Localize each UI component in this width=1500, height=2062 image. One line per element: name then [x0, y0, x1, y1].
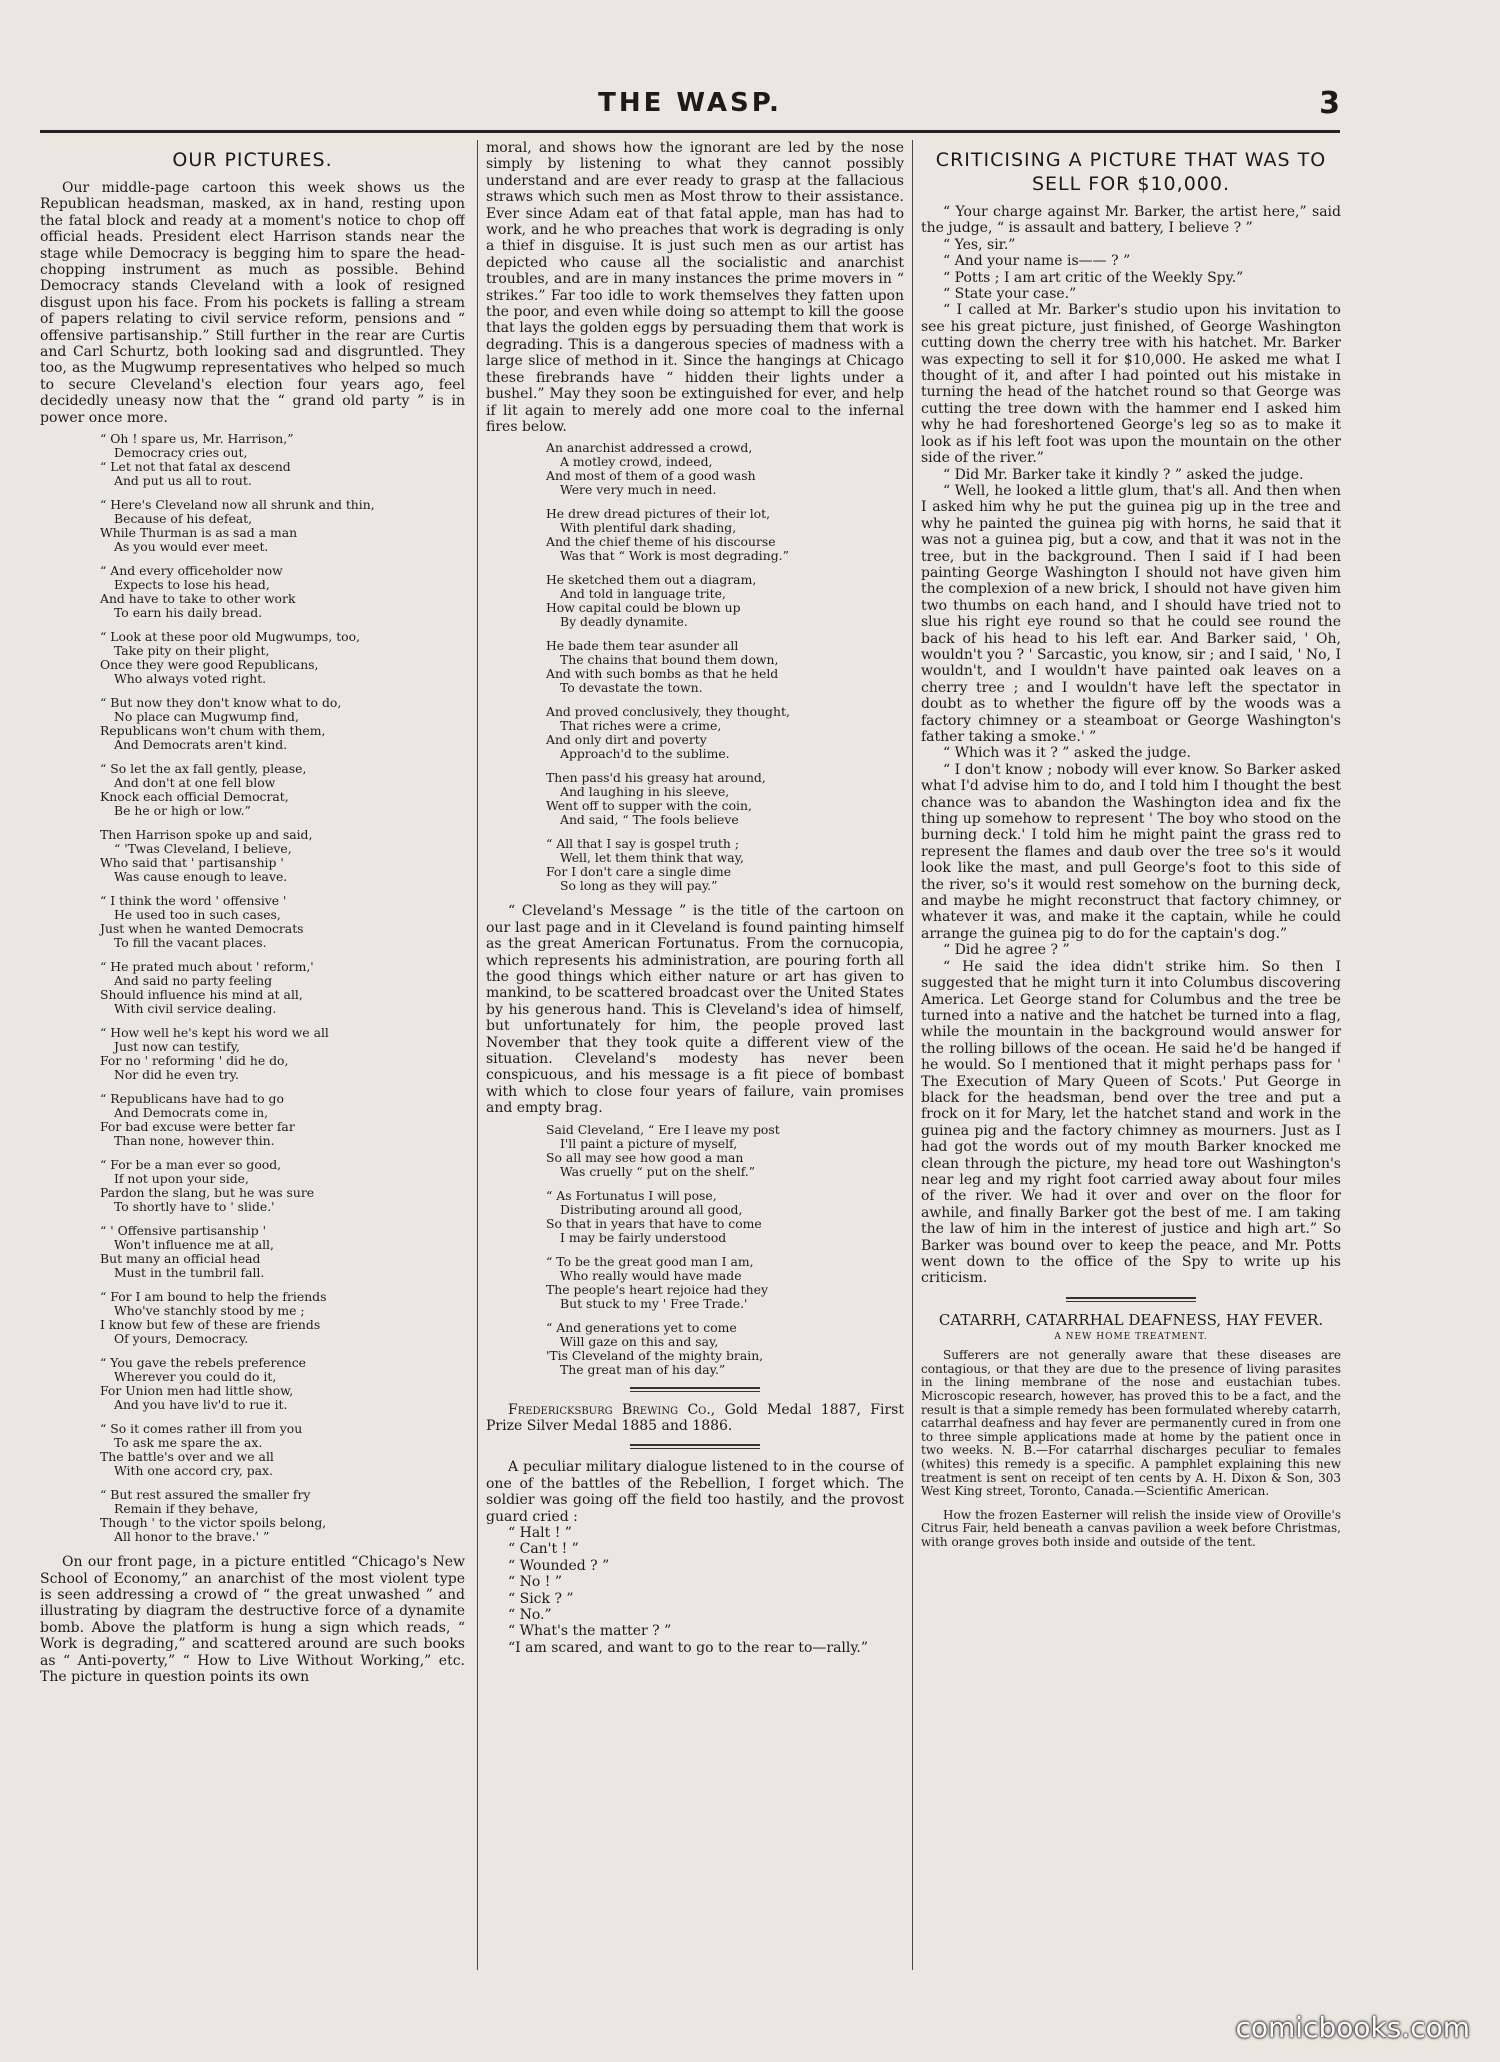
- watermark: comicbooks.com: [1235, 2011, 1470, 2044]
- article-paragraph: “ Did he agree ? ”: [943, 942, 1070, 959]
- poem-line: I'll paint a picture of myself,: [560, 1135, 738, 1151]
- poem-stanza: [546, 507, 904, 563]
- article-paragraph: “ Did Mr. Barker take it kindly ? ” asked the judge.: [943, 466, 1304, 483]
- poem-line: With one accord cry, pax.: [114, 1463, 273, 1479]
- poem-line: If not upon your side,: [114, 1171, 249, 1187]
- poem-line: Won't influence me at all,: [114, 1237, 274, 1253]
- poem-stanza: [546, 639, 904, 695]
- brewing-name: Fredericksburg Brewing Co.,: [508, 1401, 716, 1418]
- poem-stanza: [100, 762, 465, 818]
- masthead-title: THE WASP.: [598, 88, 782, 118]
- poem-line: “ And generations yet to come: [546, 1319, 737, 1335]
- poem-line: And most of them of a good wash: [546, 468, 756, 484]
- poem-line: “ For be a man ever so good,: [100, 1157, 282, 1173]
- article-paragraph: “ Yes, sir.”: [943, 236, 1016, 253]
- poem-line: 'Tis Cleveland of the mighty brain,: [546, 1347, 764, 1363]
- dialogue-lines: [486, 1525, 904, 1656]
- divider: [1066, 1297, 1196, 1302]
- poem-line: And laughing in his sleeve,: [560, 784, 730, 800]
- poem-line: “ To be the great good man I am,: [546, 1253, 754, 1269]
- poem-line: Should influence his mind at all,: [100, 987, 303, 1003]
- poem-line: With civil service dealing.: [114, 1001, 277, 1017]
- poem-line: “ I think the word ' offensive ': [100, 893, 287, 909]
- poem-line: Who've stanchly stood by me ;: [114, 1303, 305, 1319]
- poem-line: “ Oh ! spare us, Mr. Harrison,”: [100, 431, 294, 447]
- poem-line: He drew dread pictures of their lot,: [546, 506, 771, 522]
- masthead: [40, 88, 1340, 128]
- poem-line: But stuck to my ' Free Trade.': [560, 1295, 748, 1311]
- criticising-article: [921, 204, 1341, 1287]
- poem-line: Were very much in need.: [560, 482, 717, 498]
- poem-line: Of yours, Democracy.: [114, 1331, 249, 1347]
- poem-stanza: [100, 630, 465, 686]
- poem-line: “ Here's Cleveland now all shrunk and thin,: [100, 497, 375, 513]
- poem-line: “ But now they don't know what to do,: [100, 695, 342, 711]
- poem-line: “ How well he's kept his word we all: [100, 1025, 329, 1041]
- brewing-notice: [486, 1402, 904, 1435]
- divider: [630, 1387, 760, 1392]
- dialogue-line: “ Can't ! ”: [508, 1541, 579, 1558]
- poem-line: An anarchist addressed a crowd,: [546, 440, 753, 456]
- poem-line: And said no party feeling: [114, 973, 273, 989]
- poem-line: Pardon the slang, but he was sure: [100, 1185, 315, 1201]
- poem-line: For bad excuse were better far: [100, 1119, 295, 1135]
- poem-line: So that in years that have to come: [546, 1215, 762, 1231]
- poem-stanza: [100, 1026, 465, 1082]
- dialogue-line: “ Halt ! ”: [508, 1525, 572, 1542]
- poem-line: To devastate the town.: [560, 680, 703, 696]
- poem-line: And the chief theme of his discourse: [546, 534, 776, 550]
- poem-stanza: [546, 1123, 904, 1179]
- poem-line: “ ' Offensive partisanship ': [100, 1223, 266, 1239]
- poem-line: And Democrats aren't kind.: [114, 737, 288, 753]
- poem-line: To shortly have to ' slide.': [114, 1199, 275, 1215]
- poem-line: Because of his defeat,: [114, 511, 253, 527]
- poem-line: Who said that ' partisanship ': [100, 855, 284, 871]
- poem-line: Was cruelly “ put on the shelf.”: [560, 1163, 756, 1179]
- article-paragraph: “ Which was it ? ” asked the judge.: [943, 745, 1191, 762]
- poem-line: Wherever you could do it,: [114, 1369, 277, 1385]
- oroville-notice: How the frozen Easterner will relish the inside view of Oroville's Citrus Fair, held beneath a canvas pavilion a week before Christmas, with orange groves both inside and outside of the tent.: [921, 1507, 1341, 1549]
- poem-line: Democracy cries out,: [114, 445, 248, 461]
- poem-line: Said Cleveland, “ Ere I leave my post: [546, 1121, 780, 1137]
- poem-line: Who always voted right.: [114, 671, 267, 687]
- poem-stanza: [100, 564, 465, 620]
- poem-line: “ All that I say is gospel truth ;: [546, 836, 739, 852]
- poem-line: Well, let them think that way,: [560, 850, 744, 866]
- poem-line: Then Harrison spoke up and said,: [100, 827, 313, 843]
- poem-line: And don't at one fell blow: [114, 775, 276, 791]
- cleveland-poem: [546, 1123, 904, 1377]
- poem-line: And said, “ The fools believe: [560, 812, 739, 828]
- poem-line: Distributing around all good,: [560, 1201, 743, 1217]
- poem-stanza: [546, 837, 904, 893]
- poem-line: To earn his daily bread.: [114, 605, 263, 621]
- poem-line: And Democrats come in,: [114, 1105, 269, 1121]
- poem-line: While Thurman is as sad a man: [100, 525, 298, 541]
- column-our-pictures: [40, 140, 465, 1970]
- poem-stanza: [546, 573, 904, 629]
- poem-line: And proved conclusively, they thought,: [546, 704, 790, 720]
- poem-line: He used too in such cases,: [114, 907, 281, 923]
- poem-line: Went off to supper with the coin,: [546, 798, 752, 814]
- poem-line: So long as they will pay.”: [560, 878, 718, 894]
- poem-line: Than none, however thin.: [114, 1133, 275, 1149]
- article-paragraph: “ State your case.”: [943, 286, 1077, 303]
- article-paragraph: “ I don't know ; nobody will ever know. So Barker asked what I'd advise him to do, and I told him I thought the best chance was to abandon the Washington idea and fix the thing up somehow to represent ' The boy who stood on the burning deck.' I told him he might paint the grass red to represent the flames and daub over the tree so's it would look like the mast, and pull George's foot to this side of the river, so's it would rest somehow on the burning deck, and maybe he might reconstruct that factory chimney, or whatever it was, and make it the captain, while he could arrange the guinea pig to do for the captain's dog.”: [921, 761, 1341, 942]
- dialogue-line: “ What's the matter ? ”: [508, 1623, 672, 1640]
- dialogue-line: “ No.”: [508, 1607, 552, 1624]
- poem-line: Knock each official Democrat,: [100, 789, 289, 805]
- poem-line: So all may see how good a man: [546, 1149, 744, 1165]
- poem-stanza: [100, 1356, 465, 1412]
- poem-line: “ So it comes rather ill from you: [100, 1421, 303, 1437]
- intro-paragraph: Our middle-page cartoon this week shows us the Republican headsman, masked, ax in hand, resting upon the fatal block and ready at a moment's notice to chop off official heads. President elect Harrison stands near the stage while Democracy is begging him to spare the head-chopping instrument as much as possible. Behind Democracy stands Cleveland with a look of resigned disgust upon his face. From his pockets is falling a stream of papers relating to civil service reform, pensions and “ offensive partisanship.” Still further in the rear are Curtis and Carl Schurtz, both looking sad and disgruntled. They too, as the Mugwump representatives who helped so much to secure Cleveland's election four years ago, feel decidedly uneasy now that the “ grand old party ” is in power once more.: [40, 180, 465, 426]
- poem-line: Once they were good Republicans,: [100, 657, 319, 673]
- divider: [630, 1444, 760, 1449]
- poem-line: And put us all to rout.: [114, 473, 252, 489]
- poem-line: Though ' to the victor spoils belong,: [100, 1515, 327, 1531]
- poem-stanza: [546, 1189, 904, 1245]
- poem-line: He sketched them out a diagram,: [546, 572, 757, 588]
- poem-line: Expects to lose his head,: [114, 577, 270, 593]
- poem-line: “ As Fortunatus I will pose,: [546, 1187, 717, 1203]
- column-middle: [477, 140, 904, 1970]
- poem-line: “ Republicans have had to go: [100, 1091, 284, 1107]
- poem-line: The people's heart rejoice had they: [546, 1281, 768, 1297]
- poem-line: To ask me spare the ax.: [114, 1435, 263, 1451]
- poem-stanza: [100, 894, 465, 950]
- poem-line: Will gaze on this and say,: [560, 1333, 719, 1349]
- catarrh-heading: CATARRH, CATARRHAL DEAFNESS, HAY FEVER.: [938, 1310, 1324, 1329]
- article-paragraph: “ I called at Mr. Barker's studio upon his invitation to see his great picture, just finished, of George Washington cutting down the cherry tree with his hatchet. Mr. Barker was expecting to sell it for $10,000. He asked me what I thought of it, and after I had pointed out his mistake in turning the head of the hatchet round so that George was cutting the tree down with the hammer end I asked him why he had foreshortened George's leg so as to make it look as if his left foot was upon the mountain on the other side of the river.”: [921, 302, 1341, 467]
- poem-stanza: [546, 771, 904, 827]
- poem-line: Was cause enough to leave.: [114, 869, 288, 885]
- poem-line: The battle's over and we all: [100, 1449, 274, 1465]
- poem-line: “ And every officeholder now: [100, 563, 283, 579]
- poem-stanza: [546, 1321, 904, 1377]
- poem-line: With plentiful dark shading,: [560, 520, 737, 536]
- article-paragraph: “ He said the idea didn't strike him. So then I suggested that he might turn it into Columbus discovering America. Let George stand for Columbus and the tree be turned into a native and the hatchet be turned into a flag, while the mountain in the background would answer for the rolling billows of the ocean. He said he'd be hanged if he would. So I mentioned that it might perhaps pass for ' The Execution of Mary Queen of Scots.' Put George in black for the headsman, bend over the tree and put a frock on it for Mary, let the hatchet stand and work in the guinea pig and the factory chimney as mourners. Just as I had got the words out of my mouth Barker knocked me clean through the picture, my head tore out Washington's near leg and my right foot carried away about four miles of the river. We had it over and over on the floor for awhile, and finally Barker got the best of me. I am taking the law of him in the interest of justice and high art.” So Barker was bound over to keep the peace, and Mr. Potts went down to the office of the Spy to write up his criticism.: [921, 958, 1341, 1287]
- poem-line: That riches were a crime,: [560, 718, 722, 734]
- catarrh-subheading: A NEW HOME TREATMENT.: [1054, 1331, 1208, 1342]
- poem-line: Who really would have made: [560, 1267, 742, 1283]
- poem-line: But many an official head: [100, 1251, 261, 1267]
- dialogue-line: “I am scared, and want to go to the rear to—rally.”: [508, 1639, 869, 1656]
- continued-paragraph: moral, and shows how the ignorant are led by the nose simply by listening to what they cannot possibly understand and are ever ready to grasp at the fallacious straws which such men as Most throw to their assistance. Ever since Adam eat of that fatal apple, man has had to work, and he who preaches that work is degrading is only a thief in disguise. It is just such men as our artist has depicted who cause all the socialistic and anarchist troubles, and are in many instances the prime movers in “ strikes.” Far too idle to work themselves they fatten upon the poor, and even while doing so attempt to kill the goose that lays the golden eggs by persuading them that work is degrading. This is a dangerous species of madness with a large slice of method in it. Since the hangings at Chicago these firebrands have “ hidden their lights under a bushel.” May they soon be extinguished for ever, and help if lit again to merely add one more coal to the infernal fires below.: [486, 140, 904, 435]
- poem-line: “ Look at these poor old Mugwumps, too,: [100, 629, 361, 645]
- poem-stanza: [100, 432, 465, 488]
- column-criticising: [912, 140, 1341, 1970]
- poem-line: “ You gave the rebels preference: [100, 1355, 306, 1371]
- heading-criticising: CRITICISING A PICTURE THAT WAS TO SELL FOR $10,000.: [935, 149, 1327, 195]
- article-paragraph: “ And your name is—— ? ”: [943, 253, 1131, 270]
- poem-line: To fill the vacant places.: [114, 935, 267, 951]
- poem-line: Remain if they behave,: [114, 1501, 259, 1517]
- poem-line: He bade them tear asunder all: [546, 638, 739, 654]
- poem-line: And only dirt and poverty: [546, 732, 707, 748]
- poem-line: Republicans won't chum with them,: [100, 723, 326, 739]
- page-number: 3: [1319, 86, 1340, 121]
- poem-line: As you would ever meet.: [114, 539, 269, 555]
- article-paragraph: “ Well, he looked a little glum, that's all. And then when I asked him why he put the guinea pig up in the tree and why he painted the guinea pig with horns, he said that it was not a guinea pig, but a cow, and that it was not in the tree, but in the background. Then I said if I had been painting George Washington I should not have given him the complexion of a new brick, I should not have given him two thumbs on each hand, and I should have tried not to slue his right eye round so that he could see round the back of his head to his left ear. And Barker said, ' Oh, wouldn't you ? ' Sarcastic, you know, sir ; and I said, ' No, I wouldn't, and I wouldn't have painted oak leaves on a cherry tree ; and I wouldn't have left the spectator in doubt as to whether the figure off by the woods was a factory chimney or a steamboat or George Washington's father taking a smoke.' ”: [921, 482, 1341, 745]
- poem-line: “ For I am bound to help the friends: [100, 1289, 327, 1305]
- poem-stanza: [100, 1290, 465, 1346]
- poem-line: For Union men had little show,: [100, 1383, 294, 1399]
- poem-line: And you have liv'd to rue it.: [114, 1397, 288, 1413]
- poem-stanza: [100, 1422, 465, 1478]
- poem-line: Be he or high or low.”: [114, 803, 251, 819]
- poem-line: By deadly dynamite.: [560, 614, 688, 630]
- dialogue-line: “ Sick ? ”: [508, 1590, 574, 1607]
- dialogue-line: “ Wounded ? ”: [508, 1557, 610, 1574]
- poem-line: Approach'd to the sublime.: [560, 746, 730, 762]
- poem-line: “ He prated much about ' reform,': [100, 959, 314, 975]
- poem-line: And have to take to other work: [100, 591, 296, 607]
- masthead-rule: [40, 130, 1340, 133]
- poem-line: I may be fairly understood: [560, 1229, 727, 1245]
- harrison-poem: [100, 432, 465, 1544]
- clevelands-message-paragraph: “ Cleveland's Message ” is the title of the cartoon on our last page and in it Cleveland is found painting himself as the great American Fortunatus. From the cornucopia, which represents his administration, are pouring forth all the good things which either nature or art has given to mankind, to be scattered broadcast over the United States by his generous hand. This is Cleveland's idea of himself, but unfortunately for him, the people proved last November that they took quite a different view of the situation. Cleveland's modesty has never been conspicuous, and his message is a fit piece of bombast with which to close four years of failure, vain promises and empty brag.: [486, 903, 904, 1117]
- poem-line: A motley crowd, indeed,: [560, 454, 713, 470]
- poem-line: “ Let not that fatal ax descend: [100, 459, 291, 475]
- poem-stanza: [546, 1255, 904, 1311]
- poem-stanza: [100, 1488, 465, 1544]
- poem-line: And told in language trite,: [560, 586, 726, 602]
- poem-line: Must in the tumbril fall.: [114, 1265, 265, 1281]
- poem-line: And with such bombs as that he held: [546, 666, 779, 682]
- military-dialogue-intro: A peculiar military dialogue listened to in the course of one of the battles of the Rebellion, I forget which. The soldier was going off the field too hastily, and the provost guard cried :: [486, 1459, 904, 1525]
- poem-line: For no ' reforming ' did he do,: [100, 1053, 289, 1069]
- poem-stanza: [100, 960, 465, 1016]
- catarrh-advert: Sufferers are not generally aware that these diseases are contagious, or that they are due to the presence of living parasites in the lining membrane of the nose and eustachian tubes. Microscopic research, however, has proved this to be a fact, and the result is that a simple remedy has been formulated whereby catarrh, catarrhal deafness and hay fever are permanently cured in from one to three simple applications made at home by the patient once in two weeks. N. B.—For catarrhal discharges peculiar to females (whites) this remedy is a specific. A pamphlet explaining this new treatment is sent on receipt of ten cents by A. H. Dixon & Son, 303 West King street, Toronto, Canada.—Scientific American.: [921, 1348, 1341, 1499]
- poem-line: Then pass'd his greasy hat around,: [546, 770, 766, 786]
- anarchist-poem: [546, 441, 904, 893]
- poem-line: “ 'Twas Cleveland, I believe,: [114, 841, 292, 857]
- poem-line: I know but few of these are friends: [100, 1317, 321, 1333]
- article-paragraph: “ Potts ; I am art critic of the Weekly Spy.”: [943, 269, 1244, 286]
- poem-line: Was that “ Work is most degrading.”: [560, 548, 789, 564]
- poem-stanza: [100, 498, 465, 554]
- poem-line: “ So let the ax fall gently, please,: [100, 761, 307, 777]
- heading-our-pictures: OUR PICTURES.: [172, 149, 333, 171]
- poem-line: The chains that bound them down,: [560, 652, 779, 668]
- poem-line: For I don't care a single dime: [546, 864, 732, 880]
- poem-line: All honor to the brave.' ”: [114, 1529, 270, 1545]
- article-paragraph: “ Your charge against Mr. Barker, the artist here,” said the judge, “ is assault and battery, I believe ? ”: [921, 204, 1341, 237]
- poem-stanza: [100, 696, 465, 752]
- poem-line: No place can Mugwump find,: [114, 709, 299, 725]
- dialogue-line: “ No ! ”: [508, 1574, 562, 1591]
- front-page-paragraph: On our front page, in a picture entitled “Chicago's New School of Economy,” an anarchist of the most violent type is seen addressing a crowd of “ the great unwashed ” and illustrating by diagram the destructive force of a dynamite bomb. Above the platform is hung a sign which reads, “ Work is degrading,” and scattered around are such books as “ Anti-poverty,” “ How to Live Without Working,” etc. The picture in question points its own: [40, 1554, 465, 1685]
- poem-line: The great man of his day.”: [560, 1361, 726, 1377]
- poem-stanza: [546, 441, 904, 497]
- poem-stanza: [100, 828, 465, 884]
- poem-line: Take pity on their plight,: [114, 643, 270, 659]
- brewing-text: Gold Medal 1887, First Prize Silver Medal 1885 and 1886.: [486, 1401, 904, 1434]
- poem-line: Just now can testify,: [114, 1039, 240, 1055]
- poem-line: How capital could be blown up: [546, 600, 741, 616]
- poem-line: Just when he wanted Democrats: [100, 921, 304, 937]
- poem-line: Nor did he even try.: [114, 1067, 239, 1083]
- poem-stanza: [100, 1092, 465, 1148]
- poem-stanza: [546, 705, 904, 761]
- poem-stanza: [100, 1158, 465, 1214]
- poem-line: “ But rest assured the smaller fry: [100, 1487, 311, 1503]
- poem-stanza: [100, 1224, 465, 1280]
